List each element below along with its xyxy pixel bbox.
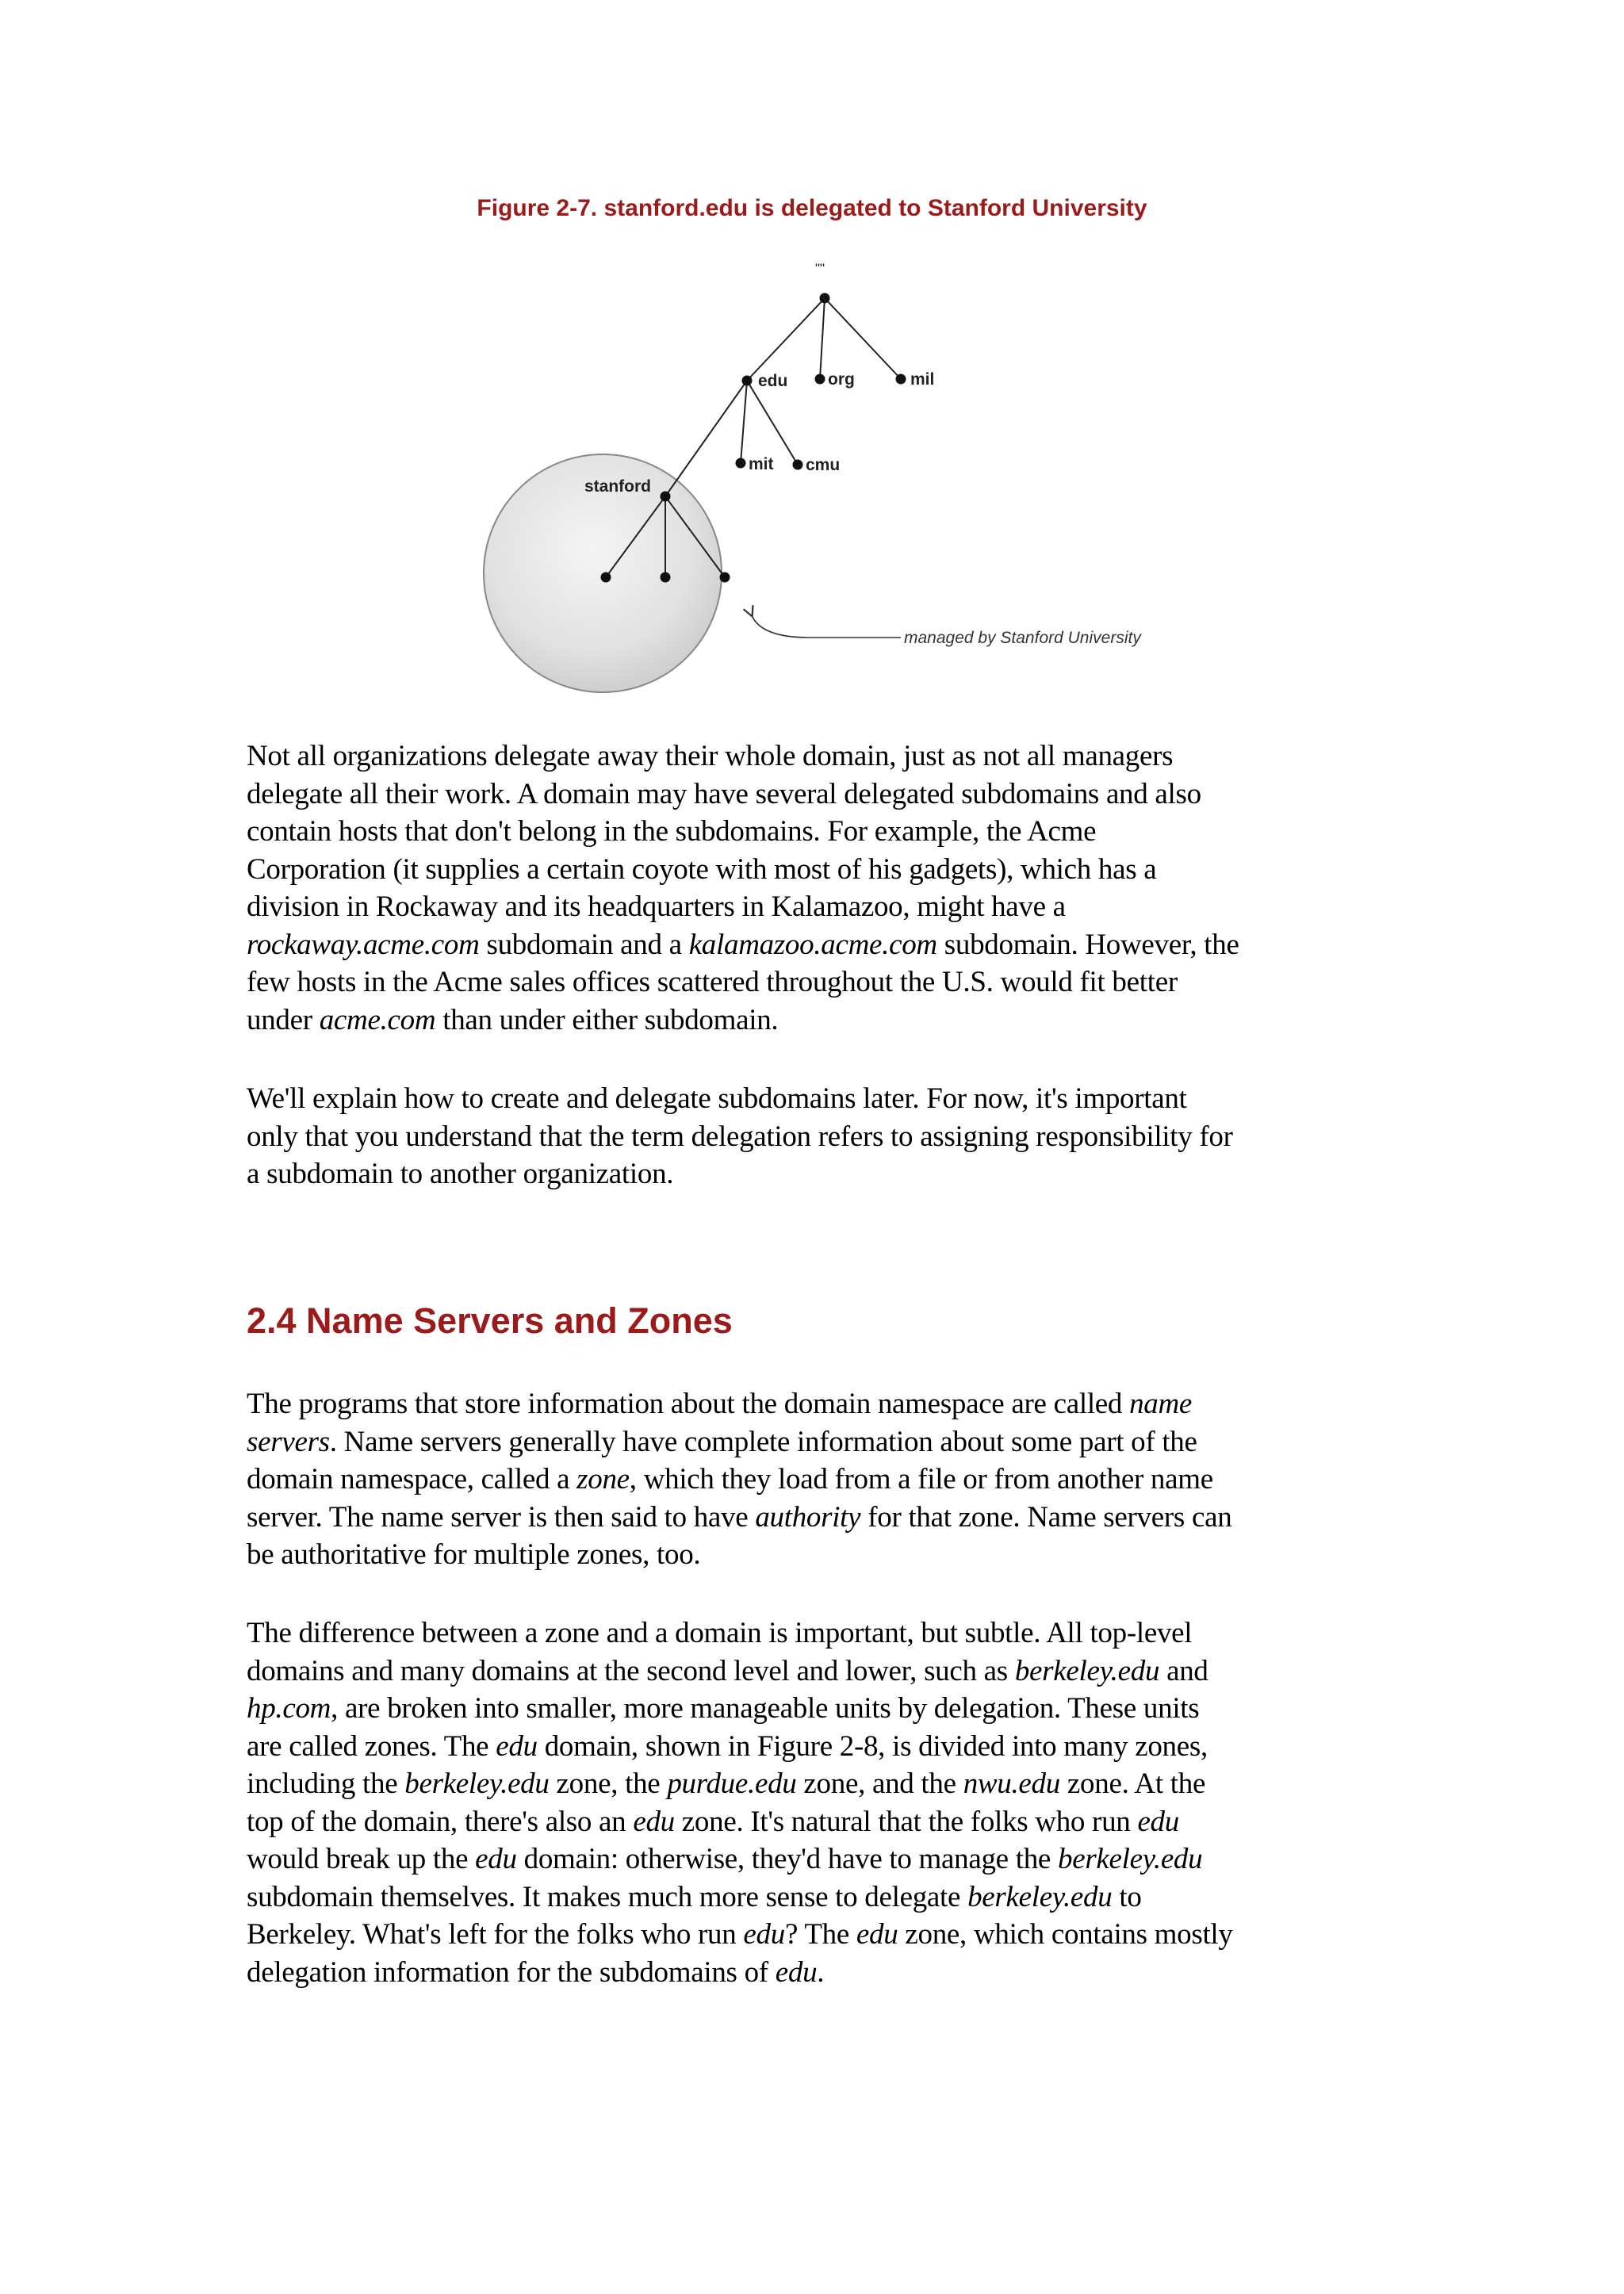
- text-segment: domain namespace, called a: [247, 1463, 577, 1496]
- italic-term: edu: [496, 1729, 538, 1763]
- cmu-label: cmu: [806, 456, 841, 474]
- mit-label: mit: [749, 455, 774, 473]
- italic-term: berkeley.edu: [404, 1767, 550, 1800]
- domain-tree-figure: [444, 254, 1158, 706]
- text-segment: for that zone. Name servers can: [860, 1500, 1232, 1534]
- stanford-host-node: [661, 573, 671, 583]
- text-segment: Berkeley. What's left for the folks who run: [247, 1918, 744, 1951]
- text-line: [247, 1423, 1388, 1461]
- italic-term: berkeley.edu: [1014, 1654, 1160, 1687]
- text-segment: . Name servers generally have complete information about some part of the: [329, 1425, 1197, 1458]
- text-line: few hosts in the Acme sales offices scattered throughout the U.S. would fit better: [247, 966, 1178, 998]
- text-segment: The programs that store information about the domain namespace are called: [247, 1388, 1130, 1420]
- text-line: [247, 1878, 1388, 1917]
- text-line: be authoritative for multiple zones, too.: [247, 1538, 701, 1571]
- italic-term: hp.com: [247, 1692, 331, 1725]
- italic-term: purdue.edu: [667, 1767, 797, 1800]
- text-segment: would break up the: [247, 1843, 476, 1875]
- org-label: org: [828, 370, 855, 389]
- mil-node: [896, 374, 906, 385]
- text-segment: subdomain themselves. It makes much more sense to delegate: [247, 1880, 968, 1913]
- italic-term: edu: [775, 1955, 818, 1989]
- text-line: [247, 926, 1388, 964]
- text-line: [247, 1765, 1388, 1803]
- figure-caption: Figure 2-7. stanford.edu is delegated to Stanford University: [477, 195, 1147, 221]
- text-line: Corporation (it supplies a certain coyote with most of his gadgets), which has a: [247, 852, 1157, 886]
- text-segment: delegation information for the subdomains of: [247, 1955, 776, 1989]
- text-segment: .: [817, 1955, 825, 1989]
- text-segment: including the: [247, 1767, 405, 1800]
- paragraph-delegation-examples: [247, 737, 1388, 1039]
- edu-label: edu: [758, 372, 788, 390]
- text-line: only that you understand that the term delegation refers to assigning responsibility for: [247, 1120, 1233, 1153]
- text-line: [247, 1499, 1388, 1537]
- italic-term: nwu.edu: [963, 1767, 1060, 1800]
- section-heading: 2.4 Name Servers and Zones: [247, 1300, 733, 1341]
- text-segment: zone, the: [549, 1767, 668, 1800]
- stanford-host-node: [601, 573, 611, 583]
- text-line: [247, 1954, 1388, 1992]
- paragraph-name-servers: [247, 1385, 1388, 1574]
- org-node: [815, 374, 825, 385]
- text-line: We'll explain how to create and delegate subdomains later. For now, it's important: [247, 1082, 1187, 1115]
- root-label: "": [815, 261, 825, 276]
- text-segment: than under either subdomain.: [435, 1003, 779, 1036]
- stanford-label: stanford: [584, 477, 651, 496]
- text-segment: zone, and the: [796, 1767, 963, 1800]
- text-segment: domains and many domains at the second level and lower, such as: [247, 1654, 1015, 1687]
- italic-term: edu: [743, 1918, 785, 1951]
- paragraph-delegation-definition: [247, 1080, 1388, 1193]
- text-segment: zone. It's natural that the folks who run: [674, 1805, 1138, 1838]
- text-line: [247, 1840, 1388, 1878]
- italic-term: edu: [856, 1918, 898, 1951]
- text-line: [247, 1803, 1388, 1841]
- text-segment: zone, which contains mostly: [898, 1918, 1233, 1951]
- text-segment: zone. At the: [1059, 1767, 1206, 1800]
- text-line: contain hosts that don't belong in the subdomains. For example, the Acme: [247, 815, 1097, 848]
- italic-term: kalamazoo.acme.com: [688, 928, 937, 961]
- italic-term: berkeley.edu: [1058, 1843, 1203, 1875]
- text-segment: under: [247, 1003, 320, 1036]
- text-line: [247, 1385, 1388, 1423]
- text-segment: subdomain and a: [479, 928, 689, 961]
- text-line: The difference between a zone and a domain is important, but subtle. All top-level: [247, 1617, 1193, 1649]
- text-segment: , which they load from a file or from another name: [629, 1463, 1213, 1496]
- text-segment: domain, shown in Figure 2-8, is divided into many zones,: [537, 1729, 1208, 1763]
- text-line: [247, 1653, 1388, 1691]
- italic-term: berkeley.edu: [967, 1880, 1113, 1913]
- cmu-node: [793, 460, 803, 470]
- text-segment: and: [1159, 1654, 1208, 1687]
- text-line: a subdomain to another organization.: [247, 1158, 674, 1190]
- managed-arrow: [752, 615, 901, 638]
- mit-node: [736, 458, 746, 469]
- text-line: [247, 1001, 1388, 1040]
- text-segment: subdomain. However, the: [936, 928, 1239, 961]
- text-line: [247, 1690, 1388, 1728]
- text-segment: to: [1112, 1880, 1142, 1913]
- italic-term: edu: [633, 1805, 675, 1838]
- text-segment: , are broken into smaller, more manageable units by delegation. These units: [331, 1692, 1200, 1725]
- text-line: [247, 1916, 1388, 1954]
- text-line: delegate all their work. A domain may have several delegated subdomains and also: [247, 777, 1201, 810]
- italic-term: edu: [475, 1843, 517, 1875]
- text-line: [247, 1461, 1388, 1499]
- text-segment: top of the domain, there's also an: [247, 1805, 634, 1838]
- text-segment: are called zones. The: [247, 1729, 496, 1763]
- stanford-host-node: [720, 573, 730, 583]
- managed-label: managed by Stanford University: [904, 629, 1141, 647]
- italic-term: name: [1129, 1388, 1193, 1420]
- italic-term: rockaway.acme.com: [247, 928, 480, 961]
- italic-term: servers: [247, 1425, 330, 1458]
- stanford-node: [661, 492, 671, 502]
- edu-node: [742, 376, 753, 386]
- root-node: [820, 293, 830, 304]
- text-line: [247, 1728, 1388, 1766]
- italic-term: zone: [576, 1463, 630, 1496]
- italic-term: authority: [755, 1500, 861, 1534]
- text-line: division in Rockaway and its headquarters in Kalamazoo, might have a: [247, 890, 1066, 923]
- italic-term: edu: [1137, 1805, 1179, 1838]
- italic-term: acme.com: [319, 1003, 436, 1036]
- text-segment: ? The: [784, 1918, 856, 1951]
- text-segment: domain: otherwise, they'd have to manage the: [516, 1843, 1059, 1875]
- paragraph-zones-vs-domains: [247, 1614, 1388, 1991]
- text-segment: server. The name server is then said to have: [247, 1500, 756, 1534]
- mil-label: mil: [910, 370, 935, 389]
- text-line: Not all organizations delegate away their whole domain, just as not all managers: [247, 740, 1174, 772]
